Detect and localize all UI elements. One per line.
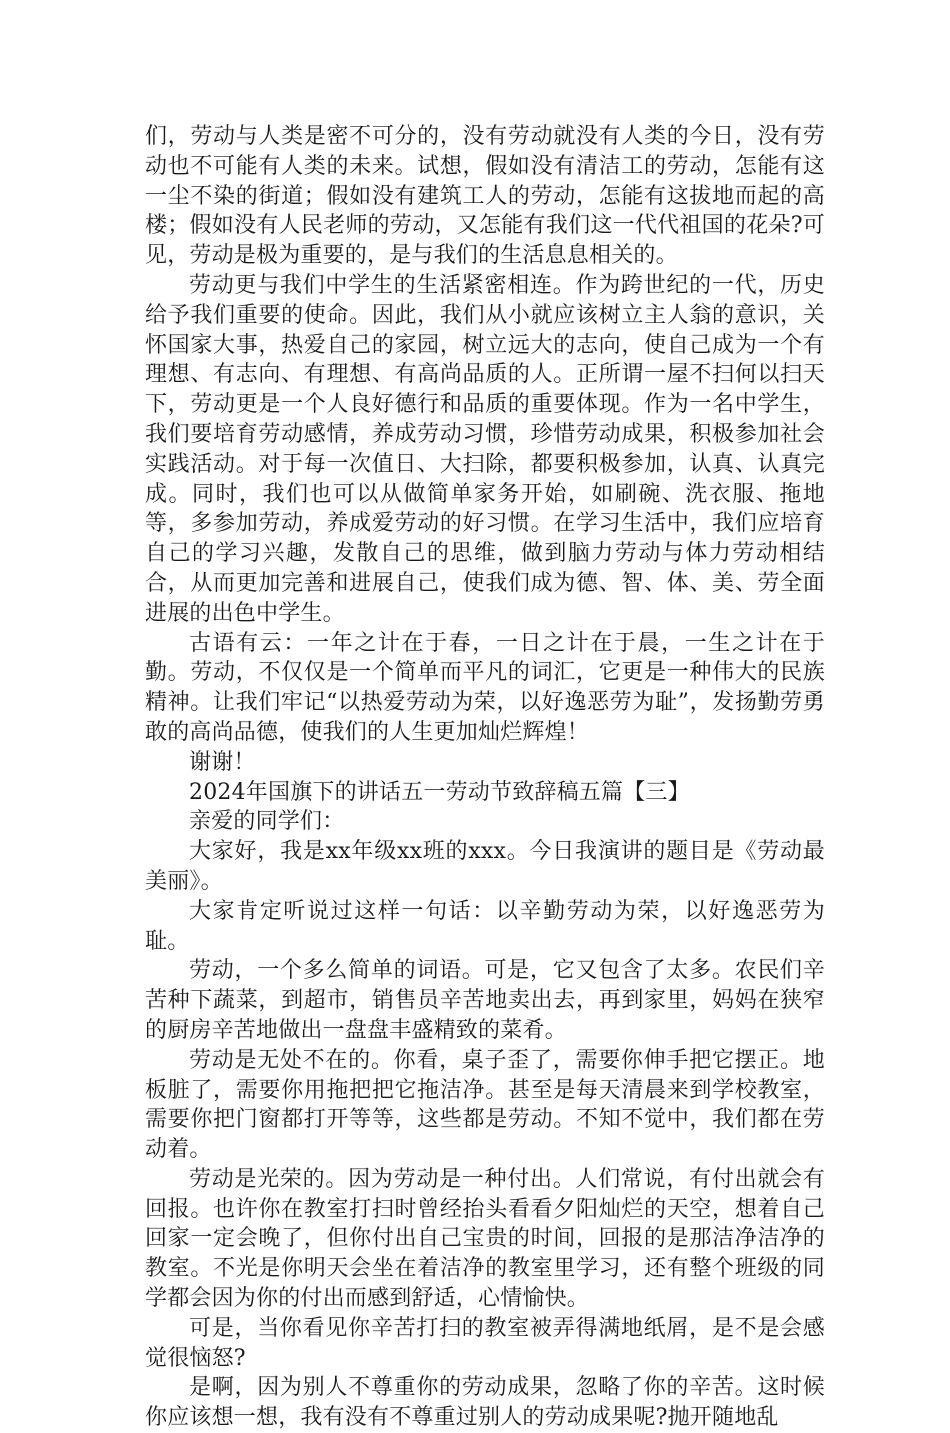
section-heading: 2024年国旗下的讲话五一劳动节致辞稿五篇【三】 <box>189 779 690 805</box>
paragraph: 古语有云：一年之计在于春，一日之计在于晨，一生之计在于勤。劳动，不仅仅是一个简单而平凡的词汇，它更是一种伟大的民族精神。让我们牢记“以热爱劳动为荣，以好逸恶劳为耻”，发扬勤劳勇敢的高尚品德，使我们的人生更加灿烂辉煌！ <box>145 630 825 745</box>
paragraph: 是啊，因为别人不尊重你的劳动成果，忽略了你的辛苦。这时候你应该想一想，我有没有不尊重过别人的劳动成果呢?抛开随地乱 <box>145 1375 825 1431</box>
paragraph: 劳动，一个多么简单的词语。可是，它又包含了太多。农民们辛苦种下蔬菜，到超市，销售员辛苦地卖出去，再到家里，妈妈在狭窄的厨房辛苦地做出一盘盘丰盛精致的菜肴。 <box>145 958 825 1043</box>
paragraph: 大家肯定听说过这样一句话：以辛勤劳动为荣，以好逸恶劳为耻。 <box>145 898 825 954</box>
paragraph: 们，劳动与人类是密不可分的，没有劳动就没有人类的今日，没有劳动也不可能有人类的未来。试想，假如没有清洁工的劳动，怎能有这一尘不染的街道；假如没有建筑工人的劳动，怎能有这拔地而起的高楼；假如没有人民老师的劳动，又怎能有我们这一代代祖国的花朵?可见，劳动是极为重要的，是与我们的生活息息相关的。 <box>145 124 825 269</box>
document-body <box>145 122 825 1433</box>
closing-thanks: 谢谢！ <box>189 749 256 775</box>
salutation: 亲爱的同学们： <box>189 809 345 835</box>
paragraph: 大家好，我是xx年级xx班的xxx。今日我演讲的题目是《劳动最美丽》。 <box>145 839 825 894</box>
paragraph: 劳动更与我们中学生的生活紧密相连。作为跨世纪的一代，历史给予我们重要的使命。因此，我们从小就应该树立主人翁的意识，关怀国家大事，热爱自己的家园，树立远大的志向，使自己成为一个有理想、有志向、有理想、有高尚品质的人。正所谓一屋不扫何以扫天下，劳动更是一个人良好德行和品质的重要体现。作为一名中学生，我们要培育劳动感情，养成劳动习惯，珍惜劳动成果，积极参加社会实践活动。对于每一次值日、大扫除，都要积极参加，认真、认真完成。同时，我们也可以从做简单家务开始，如刷碗、洗衣服、拖地等，多参加劳动，养成爱劳动的好习惯。在学习生活中，我们应培育自己的学习兴趣，发散自己的思维，做到脑力劳动与体力劳动相结合，从而更加完善和进展自己，使我们成为德、智、体、美、劳全面进展的出色中学生。 <box>145 272 825 626</box>
paragraph: 劳动是光荣的。因为劳动是一种付出。人们常说，有付出就会有回报。也许你在教室打扫时曾经抬头看看夕阳灿烂的天空，想着自己回家一定会晚了，但你付出自己宝贵的时间，回报的是那洁净洁净的教室。不光是你明天会坐在着洁净的教室里学习，还有整个班级的同学都会因为你的付出而感到舒适，心情愉快。 <box>145 1166 825 1312</box>
paragraph: 可是，当你看见你辛苦打扫的教室被弄得满地纸屑，是不是会感觉很恼怒? <box>145 1315 825 1371</box>
paragraph: 劳动是无处不在的。你看，桌子歪了，需要你伸手把它摆正。地板脏了，需要你用拖把把它拖洁净。甚至是每天清晨来到学校教室，需要你把门窗都打开等等，这些都是劳动。不知不觉中，我们都在劳动着。 <box>145 1047 825 1163</box>
